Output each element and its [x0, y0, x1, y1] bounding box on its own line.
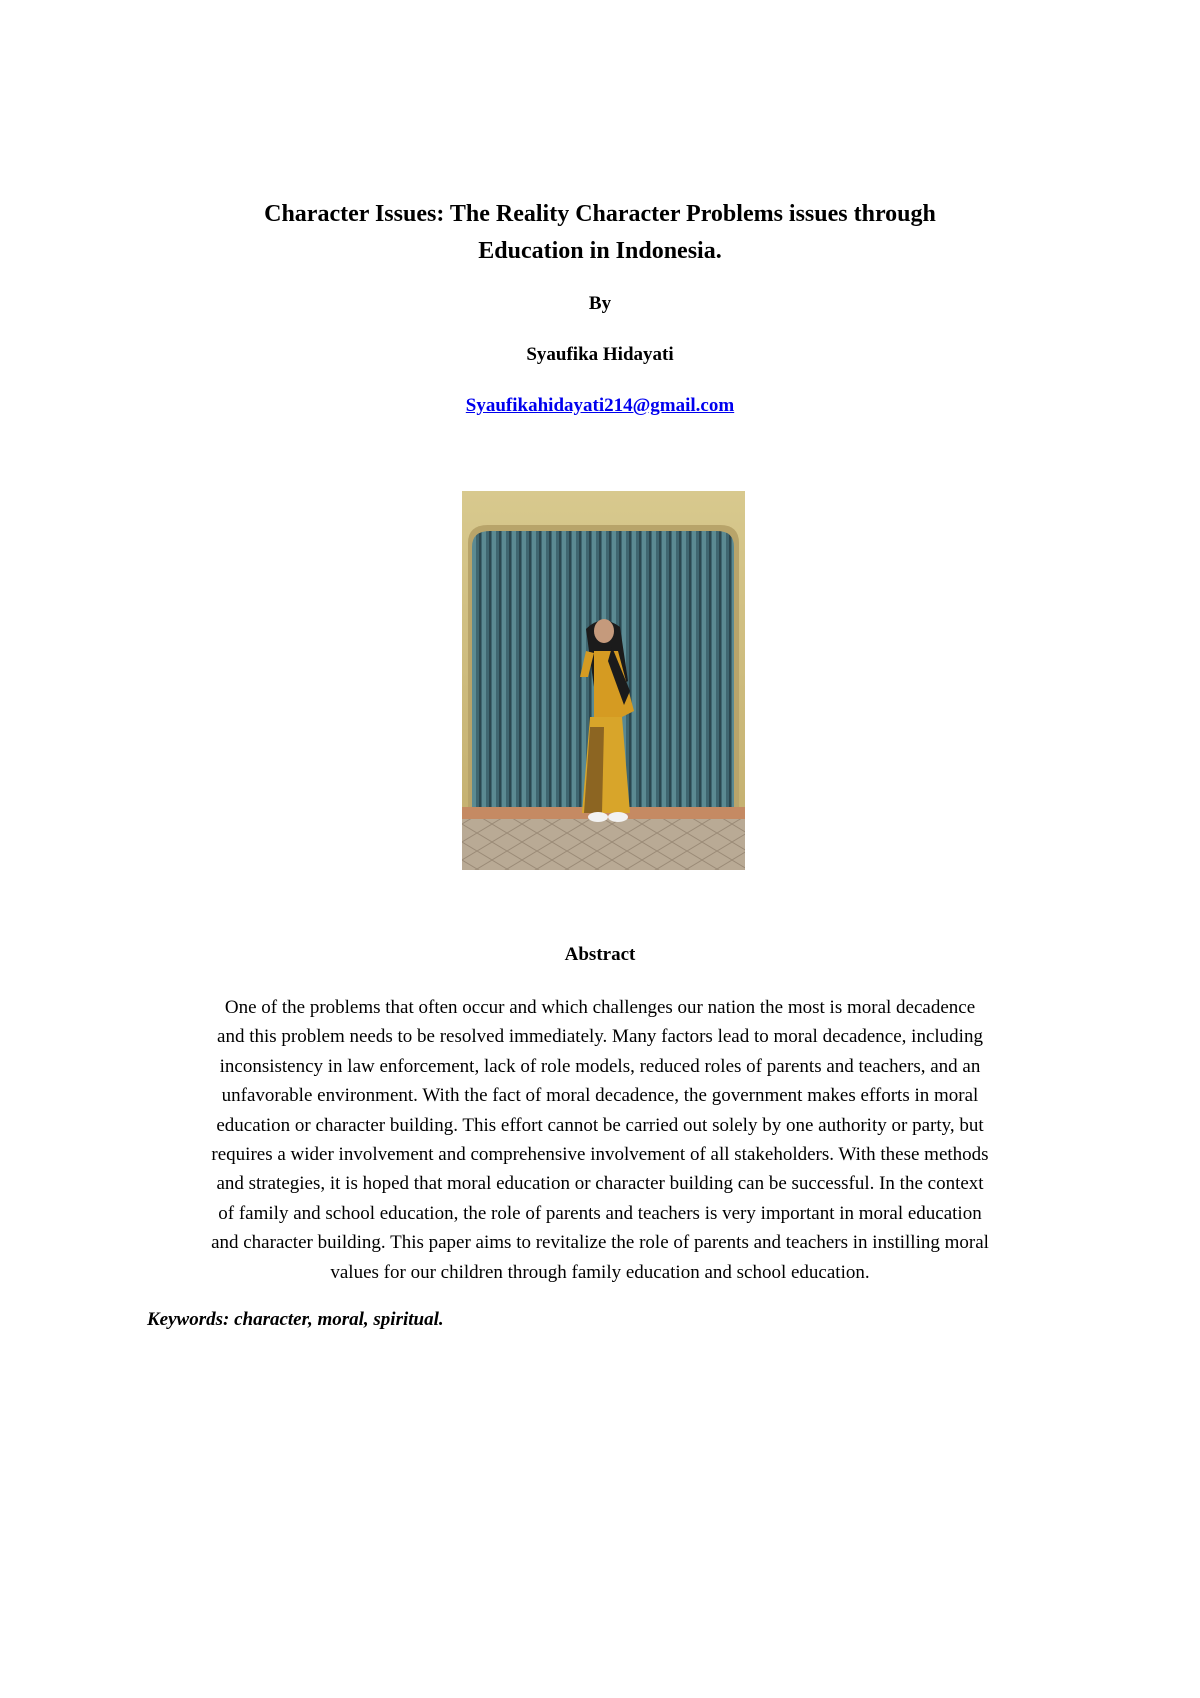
- byline: By: [588, 293, 612, 314]
- abstract-line: requires a wider involvement and comprehensive involvement of all stakeholders. With these methods: [211, 1144, 989, 1166]
- abstract-heading: Abstract: [564, 944, 636, 965]
- abstract-line: values for our children through family education and school education.: [330, 1261, 870, 1283]
- author-name: Syaufika Hidayati: [526, 344, 674, 365]
- abstract-line: and this problem needs to be resolved immediately. Many factors lead to moral decadence, including: [217, 1026, 983, 1048]
- abstract-line: inconsistency in law enforcement, lack of role models, reduced roles of parents and teachers, and an: [219, 1055, 981, 1077]
- abstract-line: of family and school education, the role of parents and teachers is very important in moral education: [218, 1202, 982, 1224]
- title-line-2: Education in Indonesia.: [478, 238, 722, 264]
- abstract-line: education or character building. This effort cannot be carried out solely by one authority or party, but: [216, 1114, 984, 1136]
- paper-title: [150, 196, 1050, 270]
- abstract-line: and character building. This paper aims to revitalize the role of parents and teachers in instilling moral: [211, 1232, 989, 1254]
- author-photo: [462, 491, 745, 870]
- abstract-line: One of the problems that often occur and which challenges our nation the most is moral decadence: [224, 997, 976, 1018]
- author-email: [150, 395, 1050, 417]
- keywords: Keywords: character, moral, spiritual.: [147, 1309, 444, 1330]
- title-line-1: Character Issues: The Reality Character Problems issues through: [264, 201, 936, 227]
- author-photo-icon: [462, 491, 745, 870]
- abstract-body: [140, 993, 1060, 1287]
- email-link[interactable]: Syaufikahidayati214@gmail.com: [465, 395, 735, 416]
- abstract-line: and strategies, it is hoped that moral education or character building can be successful. In the context: [216, 1173, 984, 1195]
- abstract-line: unfavorable environment. With the fact of moral decadence, the government makes efforts in moral: [221, 1085, 979, 1107]
